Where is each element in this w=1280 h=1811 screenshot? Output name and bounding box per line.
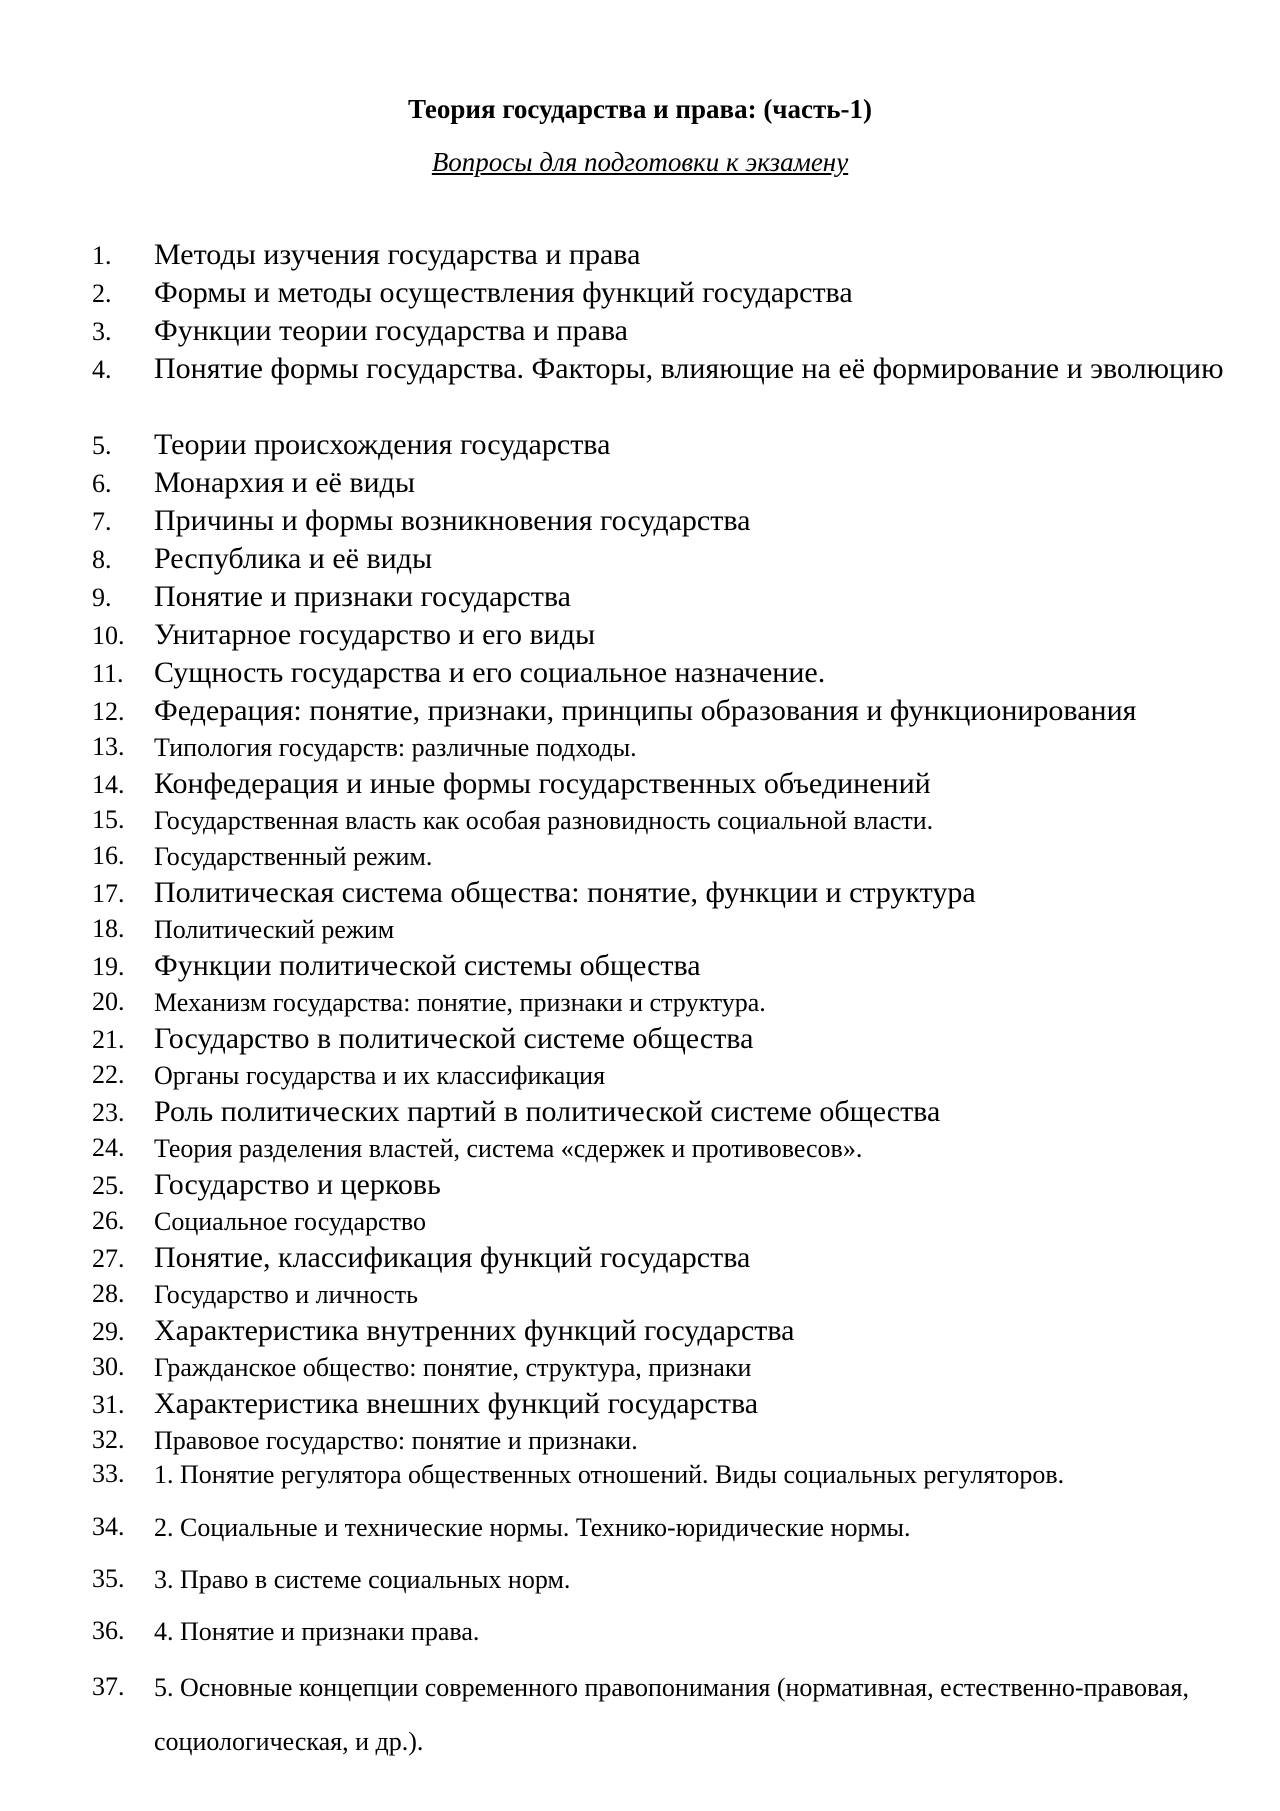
item-number: 21. — [92, 1025, 125, 1054]
item-number: 20. — [92, 987, 125, 1016]
subtitle-text: Вопросы для подготовки к экзамену — [431, 147, 849, 177]
item-number: 28. — [92, 1279, 125, 1308]
item-number: 29. — [92, 1317, 125, 1346]
item-text: Государственный режим. — [154, 842, 433, 871]
item-text: Причины и формы возникновения государства — [154, 504, 751, 537]
item-number: 22. — [92, 1060, 125, 1089]
item-text: Республика и её виды — [154, 542, 433, 575]
item-number: 33. — [92, 1459, 125, 1488]
item-number: 1. — [92, 241, 112, 270]
item-number: 27. — [92, 1244, 125, 1273]
item-number: 10. — [92, 621, 125, 650]
item-text: Монархия и её виды — [154, 466, 415, 499]
item-text: Унитарное государство и его виды — [154, 618, 596, 651]
item-text: Типология государств: различные подходы. — [154, 733, 637, 762]
item-number: 35. — [92, 1564, 125, 1593]
item-number: 12. — [92, 697, 125, 726]
item-number: 16. — [92, 841, 125, 870]
item-text: 5. Основные концепции современного правопонимания (нормативная, естественно-правовая, социологическая, и др.). — [154, 1673, 1189, 1756]
item-number: 4. — [92, 355, 112, 384]
item-number: 32. — [92, 1425, 125, 1454]
item-text: Государство и церковь — [154, 1168, 441, 1201]
item-number: 9. — [92, 583, 112, 612]
item-number: 11. — [92, 659, 124, 688]
item-number: 6. — [92, 469, 112, 498]
item-number: 36. — [92, 1616, 125, 1645]
item-text: Государственная власть как особая разновидность социальной власти. — [154, 806, 934, 835]
item-text: Методы изучения государства и права — [154, 238, 641, 271]
item-text: Политическая система общества: понятие, функции и структура — [154, 876, 976, 909]
item-text: Правовое государство: понятие и признаки. — [154, 1426, 638, 1455]
item-text: Социальное государство — [154, 1207, 427, 1236]
item-number: 15. — [92, 805, 125, 834]
item-number: 13. — [92, 732, 125, 761]
item-text: Понятие формы государства. Факторы, влияющие на её формирование и эволюцию — [154, 352, 1224, 385]
item-text: 1. Понятие регулятора общественных отношений. Виды социальных регуляторов. — [154, 1460, 1065, 1489]
item-text: Политический режим — [154, 915, 395, 944]
item-text: Характеристика внешних функций государства — [154, 1387, 759, 1420]
item-text: Характеристика внутренних функций государства — [154, 1314, 795, 1347]
item-text: Федерация: понятие, признаки, принципы образования и функционирования — [154, 694, 1137, 727]
item-text: Государство в политической системе общества — [154, 1022, 754, 1055]
item-text: 3. Право в системе социальных норм. — [154, 1565, 571, 1594]
item-text: Конфедерация и иные формы государственных объединений — [154, 767, 931, 800]
document-subtitle — [0, 145, 1280, 179]
item-text: Понятие, классификация функций государства — [154, 1241, 751, 1274]
item-text: Функции теории государства и права — [154, 314, 628, 347]
item-number: 7. — [92, 507, 112, 536]
item-text: Органы государства и их классификация — [154, 1061, 606, 1090]
item-text: Теория разделения властей, система «сдержек и противовесов». — [154, 1134, 863, 1163]
item-number: 31. — [92, 1390, 125, 1419]
item-number: 3. — [92, 317, 112, 346]
item-text: Теории происхождения государства — [154, 428, 611, 461]
item-text: Функции политической системы общества — [154, 949, 701, 982]
item-text: 2. Социальные и технические нормы. Технико-юридические нормы. — [154, 1513, 911, 1542]
item-number: 14. — [92, 770, 125, 799]
item-text: Механизм государства: понятие, признаки и структура. — [154, 988, 766, 1017]
item-number: 2. — [92, 279, 112, 308]
item-text: Государство и личность — [154, 1280, 418, 1309]
item-number: 17. — [92, 879, 125, 908]
document-title: Теория государства и права: (часть-1) — [407, 94, 873, 124]
item-number: 23. — [92, 1098, 125, 1127]
item-number: 8. — [92, 545, 112, 574]
item-number: 34. — [92, 1512, 125, 1541]
item-text: Формы и методы осуществления функций государства — [154, 276, 853, 309]
item-number: 37. — [92, 1672, 125, 1701]
item-number: 26. — [92, 1206, 125, 1235]
item-number: 24. — [92, 1133, 125, 1162]
item-number: 18. — [92, 914, 125, 943]
item-text: Сущность государства и его социальное назначение. — [154, 656, 826, 689]
item-text: Понятие и признаки государства — [154, 580, 571, 613]
item-text: Гражданское общество: понятие, структура, признаки — [154, 1353, 752, 1382]
item-text: Роль политических партий в политической системе общества — [154, 1095, 941, 1128]
item-number: 19. — [92, 952, 125, 981]
item-number: 5. — [92, 431, 112, 460]
item-number: 25. — [92, 1171, 125, 1200]
item-number: 30. — [92, 1352, 125, 1381]
item-text: 4. Понятие и признаки права. — [154, 1617, 480, 1646]
